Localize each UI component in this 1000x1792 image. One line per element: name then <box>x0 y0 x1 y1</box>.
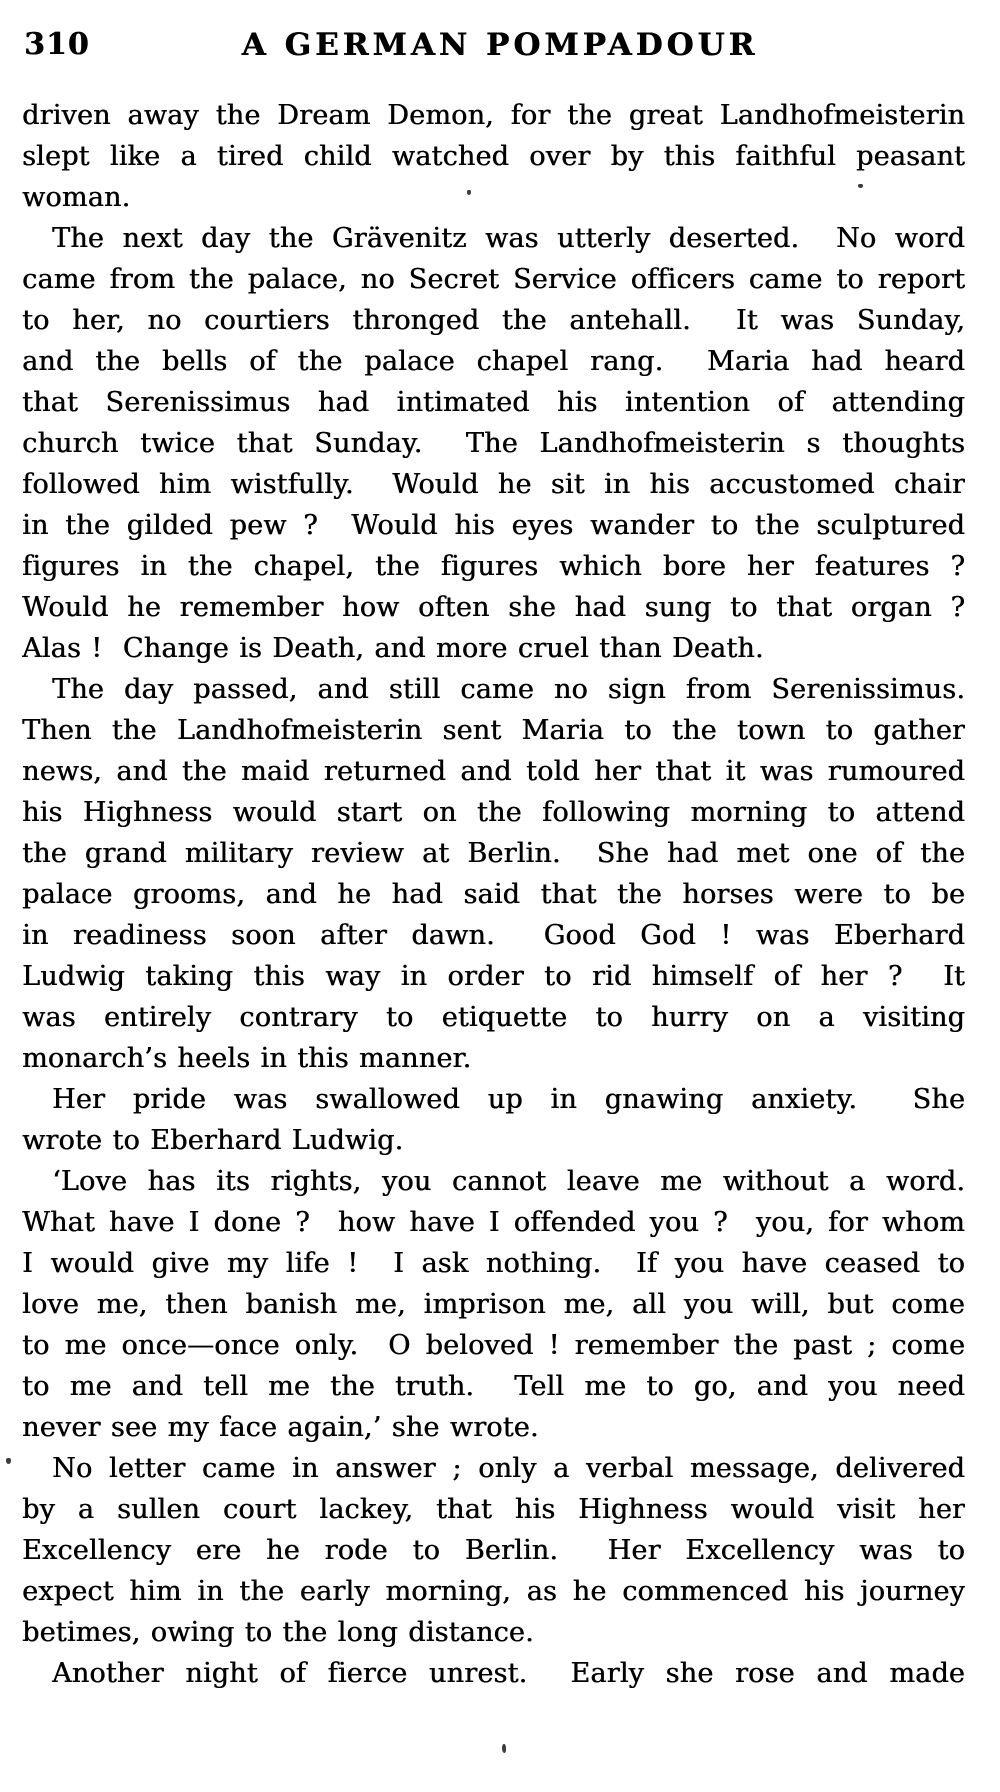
text-line: slept like a tired child watched over by this faithful peasant <box>22 141 965 172</box>
text-line: never see my face again,’ she wrote. <box>22 1412 539 1443</box>
text-line: Then the Landhofmeisterin sent Maria to the town to gather <box>22 715 965 746</box>
text-line: in readiness soon after dawn. Good God ! was Eberhard <box>22 920 965 951</box>
text-line: I would give my life ! I ask nothing. If you have ceased to <box>22 1248 965 1279</box>
text-line: was entirely contrary to etiquette to hurry on a visiting <box>22 1002 965 1033</box>
scan-artifact <box>502 1744 506 1753</box>
paragraph <box>22 1079 965 1161</box>
text-line: Alas ! Change is Death, and more cruel than Death. <box>22 633 764 664</box>
text-line: Another night of fierce unrest. Early she rose and made <box>52 1658 965 1689</box>
scan-artifact <box>6 1458 11 1464</box>
text-line: No letter came in answer ; only a verbal message, delivered <box>52 1453 965 1484</box>
paragraph <box>22 95 965 218</box>
text-line: the grand military review at Berlin. She had met one of the <box>22 838 965 869</box>
text-line: Ludwig taking this way in order to rid himself of her ? It <box>22 961 965 992</box>
text-line: expect him in the early morning, as he commenced his journey <box>22 1576 965 1607</box>
page-number: 310 <box>24 27 90 62</box>
page-header <box>0 24 1000 68</box>
body-text <box>22 95 965 1694</box>
paragraph <box>22 669 965 1079</box>
text-line: The next day the Grävenitz was utterly deserted. No word <box>52 223 965 254</box>
text-line: Her pride was swallowed up in gnawing anxiety. She <box>52 1084 965 1115</box>
text-line: to me and tell me the truth. Tell me to go, and you need <box>22 1371 965 1402</box>
text-line: church twice that Sunday. The Landhofmeisterin s thoughts <box>22 428 965 459</box>
text-line: woman. <box>22 182 131 213</box>
text-line: followed him wistfully. Would he sit in his accustomed chair <box>22 469 965 500</box>
scan-artifact <box>467 190 471 195</box>
text-line: news, and the maid returned and told her that it was rumoured <box>22 756 965 787</box>
text-line: in the gilded pew ? Would his eyes wander to the sculptured <box>22 510 965 541</box>
text-line: wrote to Eberhard Ludwig. <box>22 1125 404 1156</box>
text-line: driven away the Dream Demon, for the great Landhofmeisterin <box>22 100 965 131</box>
text-line: ‘Love has its rights, you cannot leave me without a word. <box>52 1166 965 1197</box>
text-line: by a sullen court lackey, that his Highness would visit her <box>22 1494 965 1525</box>
text-line: Excellency ere he rode to Berlin. Her Excellency was to <box>22 1535 965 1566</box>
text-line: figures in the chapel, the figures which bore her features ? <box>22 551 965 582</box>
paragraph <box>22 1161 965 1448</box>
text-line: that Serenissimus had intimated his intention of attending <box>22 387 965 418</box>
text-line: Would he remember how often she had sung to that organ ? <box>22 592 965 623</box>
text-line: to me once—once only. O beloved ! remember the past ; come <box>22 1330 965 1361</box>
text-line: his Highness would start on the following morning to attend <box>22 797 965 828</box>
paragraph <box>22 1653 965 1694</box>
text-line: and the bells of the palace chapel rang. Maria had heard <box>22 346 965 377</box>
text-line: monarch’s heels in this manner. <box>22 1043 472 1074</box>
text-line: love me, then banish me, imprison me, all you will, but come <box>22 1289 965 1320</box>
text-line: palace grooms, and he had said that the horses were to be <box>22 879 965 910</box>
scan-artifact <box>858 184 863 188</box>
paragraph <box>22 1448 965 1653</box>
text-line: The day passed, and still came no sign from Serenissimus. <box>52 674 965 705</box>
running-title: A GERMAN POMPADOUR <box>241 27 759 63</box>
text-line: to her, no courtiers thronged the antehall. It was Sunday, <box>22 305 965 336</box>
text-line: betimes, owing to the long distance. <box>22 1617 534 1648</box>
text-line: What have I done ? how have I offended you ? you, for whom <box>22 1207 965 1238</box>
text-line: came from the palace, no Secret Service officers came to report <box>22 264 965 295</box>
paragraph <box>22 218 965 669</box>
